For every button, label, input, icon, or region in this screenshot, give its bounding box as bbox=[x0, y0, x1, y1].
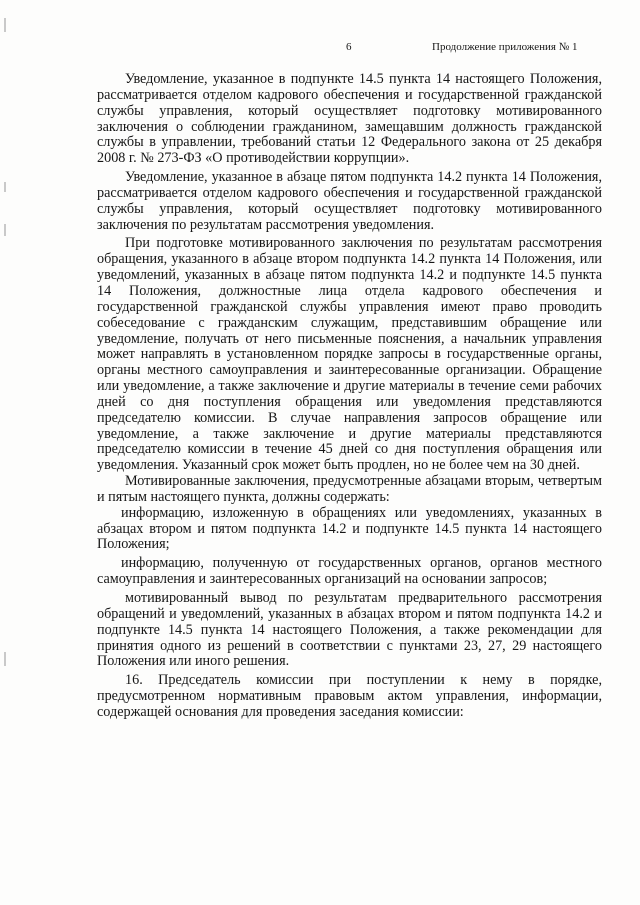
paragraph-notification-14-5: Уведомление, указанное в подпункте 14.5 пункта 14 настоящего Положения, рассматривается отделом кадрового обеспечения и государственной гражданской службы управления, который осуществляет подготовку мотивированного заключения о соблюдении гражданином, замещавшим должность гражданской службы в управлении, требований статьи 12 Федерального закона от 25 декабря 2008 г. № 273-ФЗ «О противодействии коррупции». bbox=[97, 71, 602, 167]
continuation-header: Продолжение приложения № 1 bbox=[432, 41, 578, 53]
paragraph-conclusion-contents: Мотивированные заключения, предусмотренные абзацами вторым, четвертым и пятым настоящего пункта, должны содержать: bbox=[97, 473, 602, 505]
margin-mark bbox=[4, 224, 6, 236]
page-number: 6 bbox=[346, 41, 352, 53]
margin-mark bbox=[4, 18, 6, 32]
list-item-motivated-conclusion: мотивированный вывод по результатам предварительного рассмотрения обращений и уведомлений, указанных в абзацах втором и пятом подпункта 14.2 и подпункте 14.5 пункта 14 настоящего Положения, а также рекомендации для принятия одного из решений в соответствии с пунктами 23, 27, 29 настоящего Положения или иного решения. bbox=[97, 590, 602, 670]
margin-mark bbox=[4, 182, 6, 192]
paragraph-preparation-conclusion: При подготовке мотивированного заключения по результатам рассмотрения обращения, указанного в абзаце втором подпункта 14.2 пункта 14 Положения, или уведомлений, указанных в абзаце пятом подпункта 14.2 и подпункте 14.5 пункта 14 Положения, должностные лица отдела кадрового обеспечения и государственной гражданской службы управления имеют право проводить собеседование с гражданским служащим, представившим обращение или уведомление, получать от него письменные пояснения, а начальник управления может направлять в установленном порядке запросы в государственные органы, органы местного самоуправления и заинтересованные организации. Обращение или уведомление, а также заключение и другие материалы в течение семи рабочих дней со дня поступления обращения или уведомления представляются председателю комиссии. В случае направления запросов обращение или уведомление, а также заключение и другие материалы представляются председателю комиссии в течение 45 дней со дня поступления обращения или уведомления. Указанный срок может быть продлен, но не более чем на 30 дней. bbox=[97, 235, 602, 474]
list-item-information-in-appeals: информацию, изложенную в обращениях или уведомлениях, указанных в абзацах втором и пятом подпункта 14.2 и подпункте 14.5 пункта 14 настоящего Положения; bbox=[97, 504, 602, 553]
paragraph-16: 16. Председатель комиссии при поступлении к нему в порядке, предусмотренном нормативным правовым актом управления, информации, содержащей основания для проведения заседания комиссии: bbox=[97, 672, 602, 720]
paragraph-notification-14-2: Уведомление, указанное в абзаце пятом подпункта 14.2 пункта 14 Положения, рассматривается отделом кадрового обеспечения и государственной гражданской службы управления, который осуществляет подготовку мотивированного заключения по результатам рассмотрения уведомления. bbox=[97, 169, 602, 233]
document-body bbox=[97, 72, 602, 721]
margin-mark bbox=[4, 652, 6, 666]
list-item-information-from-authorities: информацию, полученную от государственных органов, органов местного самоуправления и заинтересованных организаций на основании запросов; bbox=[97, 555, 602, 588]
